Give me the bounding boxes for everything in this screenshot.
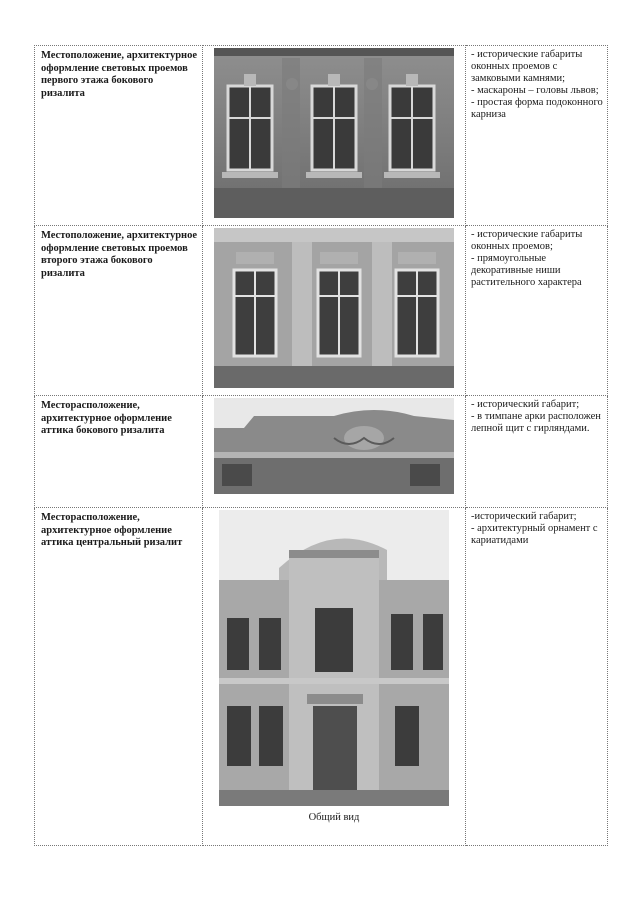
element-label: Местоположение, архитектурное оформление световых проемов второго этажа бокового ризалита [41,230,198,279]
table-row [35,46,608,226]
features-list [466,226,607,289]
feature-item: - исторические габариты оконных проемов с замковыми камнями; [471,49,583,84]
features-list [466,508,607,547]
feature-item: - архитектурный орнамент с кариатидами [471,523,598,546]
feature-item: - прямоугольные декоративные ниши растительного характера [471,253,582,288]
photo-side-attic [214,398,454,494]
feature-item: - исторические габариты оконных проемов; [471,229,583,252]
table-row [35,508,608,846]
features-table [34,45,608,846]
feature-item: - маскароны – головы львов; [471,85,599,96]
table-row [35,396,608,508]
element-label: Месторасположение, архитектурное оформление аттика бокового ризалита [41,400,172,436]
photo-caption: Общий вид [308,812,360,823]
element-label: Месторасположение, архитектурное оформление аттика центральный ризалит [41,512,183,548]
table-row [35,226,608,396]
feature-item: - исторический габарит; [471,399,580,410]
features-list [466,396,607,435]
feature-item: - простая форма подоконного карниза [471,97,603,120]
photo-first-floor-windows [214,48,454,218]
photo-second-floor-windows [214,228,454,388]
element-label: Местоположение, архитектурное оформление световых проемов первого этажа бокового ризалита [41,50,198,99]
photo-central-attic [219,510,449,806]
features-list [466,46,607,121]
feature-item: -исторический габарит; [471,511,577,522]
feature-item: - в тимпане арки расположен лепной щит с гирляндами. [471,411,601,434]
